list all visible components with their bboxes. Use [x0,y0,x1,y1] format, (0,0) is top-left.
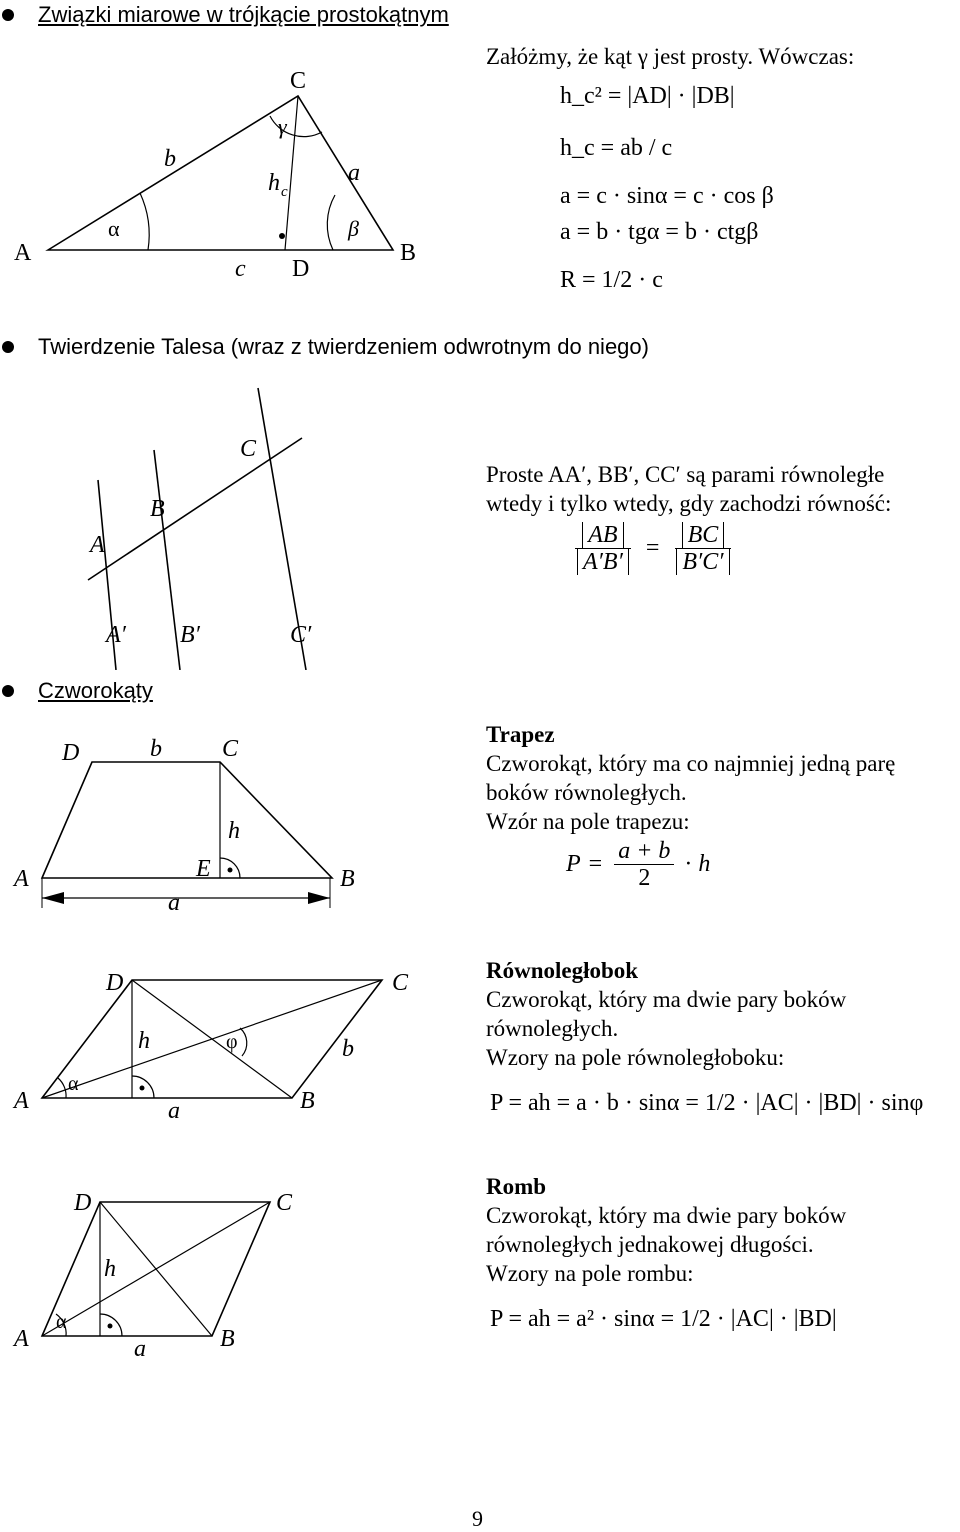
label-side-b: b [342,1036,354,1062]
label-c: C [240,436,257,462]
romb-line-1: Czworokąt, który ma dwie pary boków [486,1203,847,1228]
arrow-left-icon [42,892,64,904]
rownoleglobok-line-2: równoległych. [486,1016,619,1041]
trapez-formula [566,838,710,891]
label-height-h: h [138,1028,150,1054]
trapez-title: Trapez [486,722,555,747]
label-d: D [62,740,80,766]
formula-text: h_c² = |AD| · |DB| [560,83,735,109]
segment-bc: BC [682,522,725,548]
formula-a-tg [560,214,960,250]
trapez-text [486,720,956,836]
rhombus-diagram [0,1180,320,1360]
label-c: C [276,1190,293,1216]
section-heading: Czworokąty [38,678,153,703]
alpha-label: α [56,1311,67,1333]
equals-sign: = [588,851,603,877]
label-base-a: a [168,890,180,916]
romb-title: Romb [486,1174,547,1199]
trapezoid-diagram [0,730,380,920]
triangle-formulas [560,74,960,310]
thales-fraction-left [570,522,636,575]
rownoleglobok-formula: P = ah = a · b · sinα = 1/2 · |AC| · |BD| · sinφ [490,1090,924,1116]
formula-p: P [566,851,581,877]
label-a-prime: A′ [106,622,126,648]
label-base-a: a [134,1336,146,1360]
bullet-icon [2,9,14,21]
romb-formula: P = ah = a² · sinα = 1/2 · |AC| · |BD| [490,1306,837,1332]
right-angle-dot [108,1324,113,1329]
right-triangle-diagram [0,60,460,300]
side-c-label: c [235,256,246,282]
label-c: C [222,736,239,762]
label-d: D [74,1190,92,1216]
diagonal-bd [100,1202,212,1336]
vertex-a-label: A [14,240,32,266]
trapez-line-2: boków równoległych. [486,780,687,805]
arrow-right-icon [308,892,330,904]
diagonal-bd [132,980,292,1098]
formula-numerator: a + b [614,838,674,865]
romb-text [486,1172,956,1288]
phi-arc [240,1028,247,1056]
section-heading: Twierdzenie Talesa (wraz z twierdzeniem odwrotnym do niego) [38,334,649,359]
section-heading-row [0,676,153,706]
formula-a-sin [560,178,960,214]
triangle-shape [48,96,393,250]
formula-text: h_c = ab / c [560,135,673,161]
segment-b1c1: B′C′ [676,549,729,575]
gamma-label: γ [278,114,287,139]
triangle-intro: Załóżmy, że kąt γ jest prosty. Wówczas: [486,44,855,69]
formula-text: a = b · tgα = b · ctgβ [560,219,759,245]
right-angle-dot [279,233,285,239]
altitude-label: h [268,170,280,196]
formula-text: R = 1/2 · c [560,267,663,293]
altitude-subscript: c [281,184,288,200]
thales-diagram [70,380,370,670]
romb-line-2: równoległych jednakowej długości. [486,1232,814,1257]
page-number: 9 [472,1506,483,1531]
label-e: E [196,856,211,882]
side-a-label: a [348,160,360,186]
transversal-line [88,438,302,580]
line-bb [154,450,180,670]
label-height-h: h [228,818,240,844]
rownoleglobok-line-3: Wzory na pole równoległoboku: [486,1045,785,1070]
bullet-icon [2,341,14,353]
thales-fraction-right [669,522,736,575]
alpha-label: α [108,216,120,241]
rownoleglobok-text [486,956,956,1072]
formula-r [560,250,960,310]
label-b: B [220,1326,235,1352]
segment-a1b1: A′B′ [577,549,629,575]
label-a: A [14,1088,29,1114]
label-d: D [106,970,124,996]
trapezoid-shape [42,762,332,878]
alpha-label: α [68,1073,79,1095]
section-heading-row [0,0,449,30]
rownoleglobok-title: Równoległobok [486,958,639,983]
formula-denominator: 2 [638,865,651,891]
trapez-line-1: Czworokąt, który ma co najmniej jedną parę [486,751,896,776]
segment-ab: AB [582,522,623,548]
alpha-arc [58,1078,66,1098]
parallelogram-diagram [0,960,420,1120]
phi-label: φ [226,1031,238,1053]
dot-operator: · [684,851,693,877]
altitude-line [285,96,298,250]
label-b: B [300,1088,315,1114]
label-base-a: a [168,1098,180,1120]
label-top-b: b [150,736,162,762]
label-height-h: h [104,1256,116,1282]
section-heading: Związki miarowe w trójkącie prostokątnym [38,2,449,27]
beta-arc [327,195,335,250]
point-d-label: D [292,256,310,282]
thales-line-1: Proste AA′, BB′, CC′ są parami równoległe [486,462,885,487]
bullet-icon [2,685,14,697]
label-c-prime: C′ [290,622,312,648]
label-b: B [150,496,165,522]
formula-fraction [614,838,674,891]
formula-hc [560,118,960,178]
beta-label: β [348,216,359,241]
label-a: A [14,1326,29,1352]
alpha-arc [140,193,149,250]
romb-line-3: Wzory na pole rombu: [486,1261,694,1286]
formula-text: a = c · sinα = c · cos β [560,183,774,209]
vertex-b-label: B [400,240,417,266]
thales-line-2: wtedy i tylko wtedy, gdy zachodzi równość: [486,491,892,516]
trapez-line-3: Wzór na pole trapezu: [486,809,690,834]
thales-equality [566,522,741,575]
vertex-c-label: C [290,68,307,94]
thales-text [486,460,956,518]
right-angle-dot [228,868,233,873]
equals-sign: = [645,535,660,561]
label-a: A [90,532,105,558]
section-heading-row [0,332,649,362]
label-b: B [340,866,355,892]
label-b-prime: B′ [180,622,200,648]
side-b-label: b [164,146,176,172]
right-angle-dot [140,1086,145,1091]
label-a: A [14,866,29,892]
formula-hc-squared [560,74,960,118]
formula-h: h [698,851,711,877]
label-c: C [392,970,409,996]
rownoleglobok-line-1: Czworokąt, który ma dwie pary boków [486,987,847,1012]
